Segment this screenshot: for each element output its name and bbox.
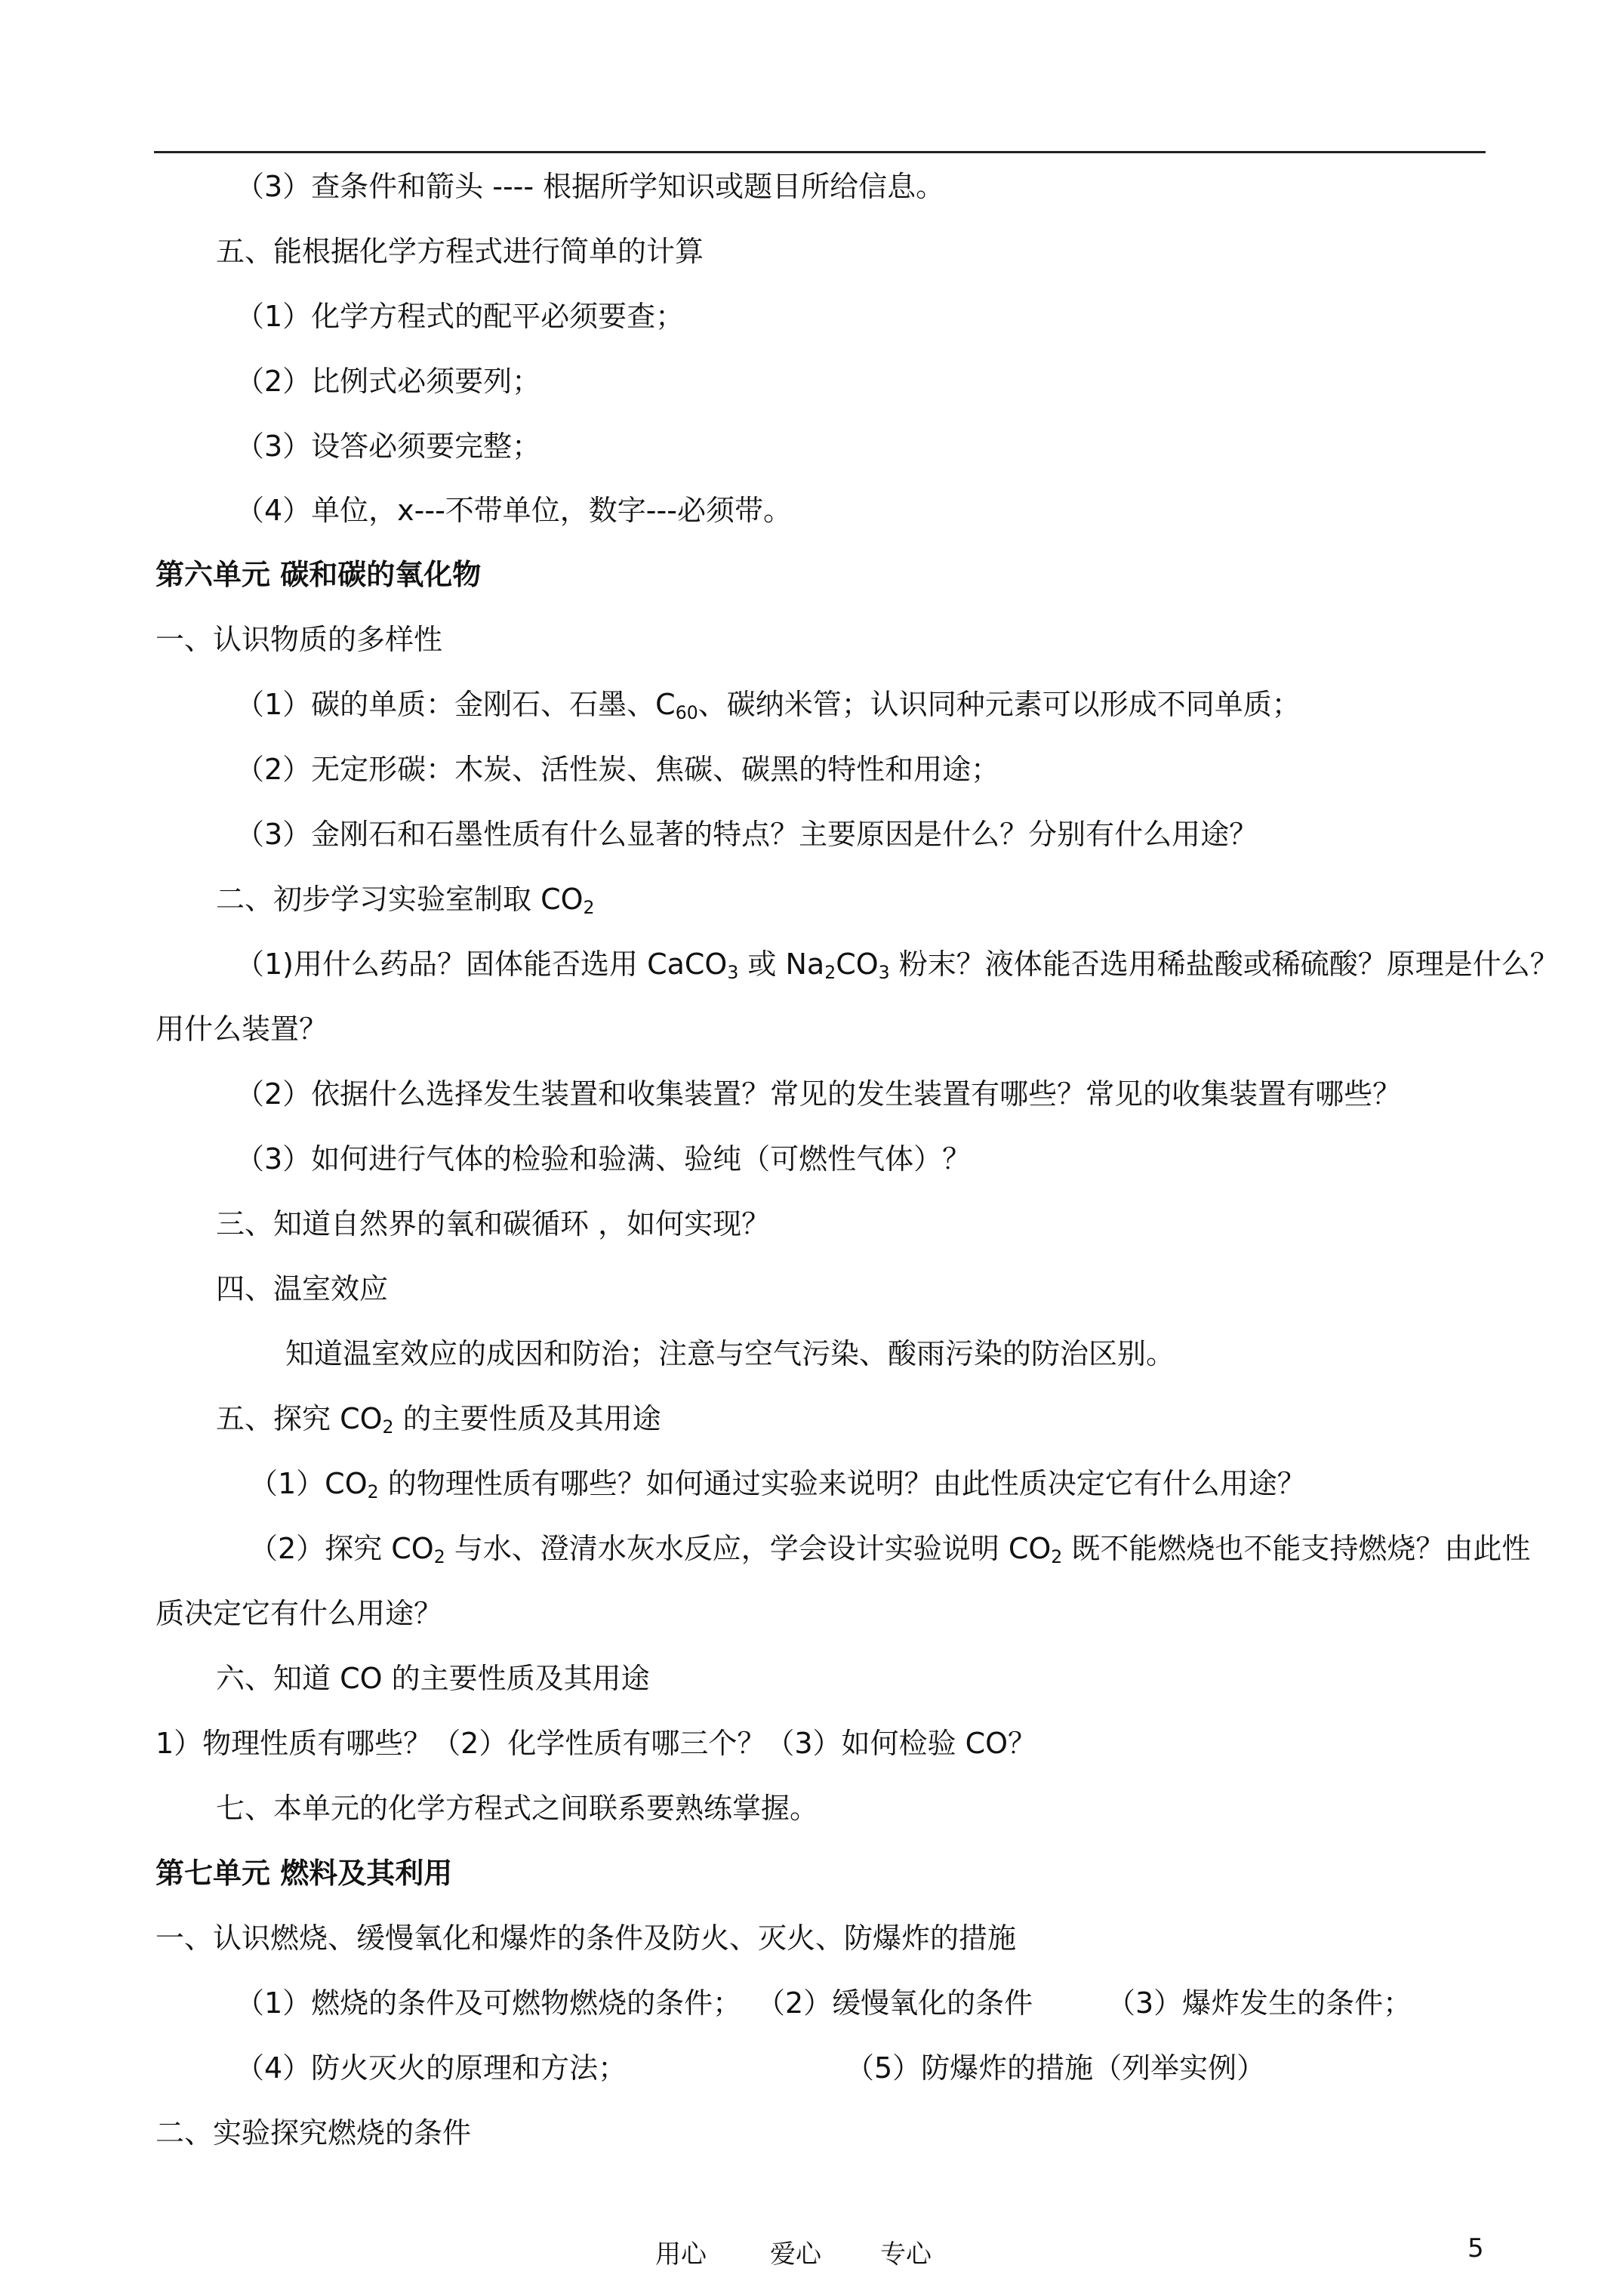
subscript: 2 xyxy=(382,1416,394,1438)
text-line: （4）防火灭火的原理和方法； xyxy=(236,2051,627,2085)
text-line: （3）爆炸发生的条件； xyxy=(1107,1986,1412,2020)
text-segment: （1)用什么药品？固体能否选用 CaCO xyxy=(236,948,728,981)
section-heading xyxy=(216,1403,661,1436)
section-heading xyxy=(216,883,595,917)
subscript: 2 xyxy=(824,961,836,983)
text-line: （2）无定形碳：木炭、活性炭、焦碳、碳黑的特性和用途； xyxy=(236,753,1000,786)
text-line: （1）燃烧的条件及可燃物燃烧的条件； xyxy=(236,1986,742,2020)
section-heading: 三、知道自然界的氧和碳循环 ，如何实现？ xyxy=(216,1207,771,1240)
text-segment: 粉末？液体能否选用稀盐酸或稀硫酸？原理是什么？ xyxy=(889,948,1559,981)
text-segment: （1）CO xyxy=(249,1467,368,1500)
text-segment: CO xyxy=(836,948,879,981)
text-line: 知道温室效应的成因和防治；注意与空气污染、酸雨污染的防治区别。 xyxy=(285,1337,1175,1370)
text-line: 用什么装置？ xyxy=(156,1012,328,1046)
text-segment: 、碳纳米管；认识同种元素可以形成不同单质； xyxy=(698,688,1301,721)
text-segment: （1）碳的单质：金刚石、石墨、C xyxy=(236,688,676,721)
subscript: 2 xyxy=(583,896,595,918)
section-heading: 一、认识燃烧、缓慢氧化和爆炸的条件及防火、灭火、防爆炸的措施 xyxy=(156,1922,1017,1955)
text-segment: 五、探究 CO xyxy=(216,1402,383,1435)
text-line xyxy=(236,689,1301,722)
text-segment: 二、初步学习实验室制取 CO xyxy=(216,883,584,916)
text-line xyxy=(249,1533,1530,1566)
footer-motto: 用心 xyxy=(655,2239,707,2270)
text-segment: 既不能燃烧也不能支持燃烧？由此性 xyxy=(1062,1532,1531,1565)
text-line: （3）金刚石和石墨性质有什么显著的特点？主要原因是什么？分别有什么用途？ xyxy=(236,818,1258,851)
text-segment: （2）探究 CO xyxy=(249,1532,434,1565)
section-heading: 七、本单元的化学方程式之间联系要熟练掌握。 xyxy=(216,1792,819,1825)
text-segment: 的物理性质有哪些？如何通过实验来说明？由此性质决定它有什么用途？ xyxy=(378,1467,1306,1500)
section-heading: 六、知道 CO 的主要性质及其用途 xyxy=(216,1662,650,1695)
section-heading: 四、温室效应 xyxy=(216,1272,389,1305)
text-segment: 的主要性质及其用途 xyxy=(393,1402,661,1435)
footer-motto: 专心 xyxy=(880,2239,932,2270)
text-line: （2）比例式必须要列； xyxy=(236,365,541,398)
subscript: 2 xyxy=(1051,1546,1063,1567)
unit-heading: 第七单元 燃料及其利用 xyxy=(156,1857,453,1890)
text-line: （1）化学方程式的配平必须要查； xyxy=(236,300,685,333)
text-segment: 与水、澄清水灰水反应，学会设计实验说明 CO xyxy=(445,1532,1052,1565)
text-segment: 或 Na xyxy=(738,948,825,981)
subscript: 2 xyxy=(433,1546,445,1567)
text-line: （5）防爆炸的措施（列举实例） xyxy=(845,2051,1266,2085)
subscript: 60 xyxy=(675,701,698,723)
subscript: 2 xyxy=(367,1481,379,1502)
text-line: （3）如何进行气体的检验和验满、验纯（可燃性气体）？ xyxy=(236,1142,972,1176)
footer-motto: 爱心 xyxy=(770,2239,821,2270)
section-heading: 二、实验探究燃烧的条件 xyxy=(156,2116,472,2150)
section-heading: 一、认识物质的多样性 xyxy=(156,623,443,656)
section-heading: 五、能根据化学方程式进行简单的计算 xyxy=(216,235,704,268)
header-rule xyxy=(154,151,1486,153)
text-line: （2）依据什么选择发生装置和收集装置？常见的发生装置有哪些？常见的收集装置有哪些？ xyxy=(236,1077,1402,1111)
text-line xyxy=(236,948,1559,982)
text-line xyxy=(249,1468,1306,1501)
text-line: 质决定它有什么用途？ xyxy=(156,1597,443,1630)
text-line: （2）缓慢氧化的条件 xyxy=(756,1986,1033,2020)
text-line: 1）物理性质有哪些？（2）化学性质有哪三个？（3）如何检验 CO？ xyxy=(156,1727,1037,1760)
text-line: （3）查条件和箭头 ---- 根据所学知识或题目所给信息。 xyxy=(236,170,945,203)
text-line: （3）设答必须要完整； xyxy=(236,430,541,463)
unit-heading: 第六单元 碳和碳的氧化物 xyxy=(156,558,482,591)
subscript: 3 xyxy=(878,961,890,983)
subscript: 3 xyxy=(727,961,739,983)
text-line: （4）单位，x---不带单位，数字---必须带。 xyxy=(236,494,792,527)
page-number: 5 xyxy=(1467,2233,1484,2264)
